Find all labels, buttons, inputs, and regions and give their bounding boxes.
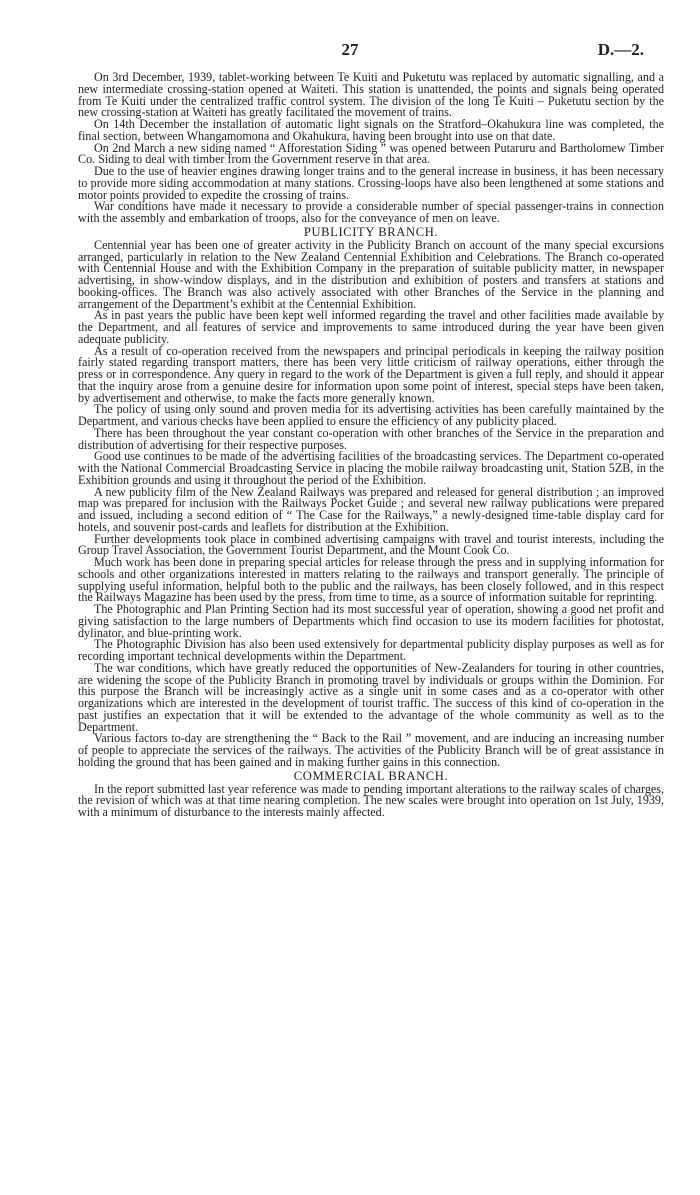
publicity-branch-heading: PUBLICITY BRANCH.: [303, 224, 439, 239]
paragraph: The Photographic and Plan Printing Section had its most successful year of operation, showing a good net profit and giving satisfaction to the large numbers of Departments which find occasion to use its modern facilities for photostat, dylinator, and blue-printing work.: [78, 602, 664, 640]
body-text: [78, 72, 664, 819]
paragraph: The war conditions, which have greatly reduced the opportunities of New-Zealanders for touring in other countries, are widening the scope of the Publicity Branch in promoting travel by individuals or groups within the Dominion. For this purpose the Branch will be increasingly active as a single unit in some cases and as a co-operator with other organizations which are interested in the development of tourist traffic. The success of this kind of co-operation in the past justifies an expectation that it will be extended to the advantage of the whole community as well as to the Department.: [78, 660, 664, 734]
paragraph: Various factors to-day are strengthening the “ Back to the Rail ” movement, and are inducing an increasing number of people to appreciate the services of the railways. The activities of the Publicity Branch will be of great assistance in holding the ground that has been gained and in making further gains in this connection.: [78, 731, 664, 769]
paragraph: The policy of using only sound and proven media for its advertising activities has been carefully maintained by the Department, and various checks have been applied to ensure the efficiency of any publicity placed.: [78, 402, 664, 428]
paragraph: Due to the use of heavier engines drawing longer trains and to the general increase in business, it has been necessary to provide more siding accommodation at many stations. Crossing-loops have also been lengthened at some stations and motor points provided to expedite the crossing of trains.: [78, 164, 664, 202]
paragraph: On 3rd December, 1939, tablet-working between Te Kuiti and Puketutu was replaced by automatic signalling, and a new intermediate crossing-station opened at Waiteti. This station is unattended, the points and signals being operated from Te Kuiti under the centralized traffic control system. The division of the long Te Kuiti – Puketutu section by the new crossing-station at Waiteti has greatly facilitated the movement of trains.: [78, 70, 664, 120]
document-reference: D.—2.: [597, 40, 644, 59]
paragraph: War conditions have made it necessary to provide a considerable number of special passenger-trains in connection with the assembly and embarkation of troops, also for the conveyance of men on leave.: [78, 199, 664, 225]
page-header: [0, 40, 700, 66]
paragraph: As a result of co-operation received from the newspapers and principal periodicals in keeping the railway position fairly stated regarding transport matters, there has been very little criticism of railway operations, either through the press or in correspondence. Any query in regard to the work of the Department is given a full reply, and should it appear that the inquiry arose from a genuine desire for information upon some point of interest, special steps have been taken, by advertisement and otherwise, to make the facts more generally known.: [78, 343, 664, 405]
paragraph: As in past years the public have been kept well informed regarding the travel and other facilities made available by the Department, and all features of service and improvements to same introduced during the year have been given adequate publicity.: [78, 308, 664, 346]
commercial-branch-heading: COMMERCIAL BRANCH.: [293, 768, 449, 783]
paragraph: Good use continues to be made of the advertising facilities of the broadcasting services. The Department co-operated with the National Commercial Broadcasting Service in placing the mobile railway broadcasting unit, Station 5ZB, in the Exhibition grounds and using it throughout the period of the Exhibition.: [78, 449, 664, 487]
paragraph: There has been throughout the year constant co-operation with other branches of the Service in the preparation and distribution of advertising for their respective purposes.: [78, 425, 664, 452]
paragraph: On 2nd March a new siding named “ Afforestation Siding ” was opened between Putaruru and Bartholomew Timber Co. Siding to deal with timber from the Government reserve in that area.: [78, 140, 664, 167]
paragraph: On 14th December the installation of automatic light signals on the Stratford–Okahukura line was completed, the final section, between Whangamomona and Okahukura, having been brought into use on that date.: [78, 117, 664, 143]
paragraph: Centennial year has been one of greater activity in the Publicity Branch on account of the many special excursions arranged, particularly in relation to the New Zealand Centennial Exhibition and Celebrations. The Branch co-operated with Centennial House and with the Exhibition Company in the preparation of suitable publicity matter, in newspaper advertising, in show-window displays, and in the distribution and exhibition of posters and transfers at stations and booking-offices. The Branch was also actively associated with other Branches of the Service in the planning and arrangement of the Department’s exhibit at the Centennial Exhibition.: [78, 237, 664, 311]
paragraph: The Photographic Division has also been used extensively for departmental publicity display purposes as well as for recording important technical developments within the Department.: [78, 637, 664, 663]
paragraph: Further developments took place in combined advertising campaigns with travel and tourist interests, including the Group Travel Association, the Government Tourist Department, and the Mount Cook Co.: [78, 531, 664, 558]
paragraph: In the report submitted last year reference was made to pending important alterations to the railway scales of charges, the revision of which was at that time nearing completion. The new scales were brought into operation on 1st July, 1939, with a minimum of disturbance to the interests mainly affected.: [78, 781, 664, 819]
page-number: 27: [341, 40, 359, 59]
paragraph: A new publicity film of the New Zealand Railways was prepared and released for general distribution ; an improved map was prepared for inclusion with the Railways Pocket Guide ; and several new railway publications were prepared and issued, including a second edition of “ The Case for the Railways,” a newly-designed time-table display card for hotels, and souvenir post-cards and leaflets for distribution at the Exhibition.: [78, 484, 664, 534]
paragraph: Much work has been done in preparing special articles for release through the press and in supplying information for schools and other organizations interested in matters relating to the railways and transport generally. The principle of supplying useful information, helpful both to the public and the railways, has been closely followed, and in this respect the Railways Magazine has been used by the press, from time to time, as a source of information suitable for reprinting.: [78, 555, 664, 605]
